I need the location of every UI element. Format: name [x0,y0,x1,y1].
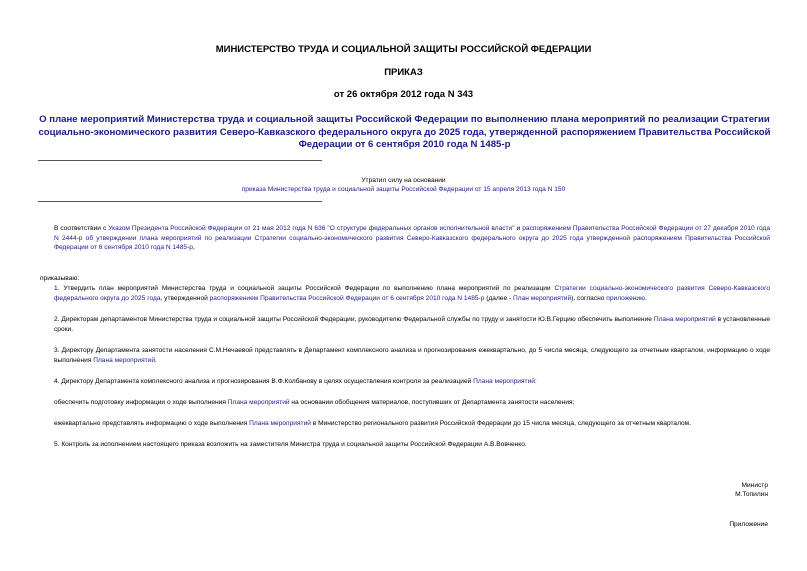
signature-position: Министр [741,482,768,489]
item-text: 4. Директору Департамента комплексного анализа и прогнозирования В.Ф.Колбанову в целях осуществления контроля за реализацией [54,378,474,385]
plan-link[interactable]: Плана мероприятий [653,316,716,323]
decree-link[interactable]: Указом Президента Российской Федерации от 21 мая 2012 года N 636 "О структуре федеральных органов исполнительной власти" [108,225,515,232]
separator-top [38,160,322,161]
item-text: обеспечить подготовку информации о ходе выполнения [54,399,228,406]
item-text: 3. Директору Департамента занятости населения С.М.Нечаевой представлять в Департамент комплексного анализа и прогнозирования ежеквартально, до 5 числа месяца, следующего за отчетным кварталом, информацию о ходе выполнения [54,347,770,364]
preamble-text: , [192,244,195,252]
item-text: 2. Директорам департаментов Министерства труда и социальной защиты Российской Федерации, руководителю Федеральной службы по труду и занятости Ю.В.Герцию обеспечить выполнение [54,316,654,323]
government-order-link[interactable]: распоряжением Правительства Российской Федерации от 27 декабря 2010 года N 2444-р об утверждении плана мероприятий по реализации Стратегии социально-экономического развития Северо-Кавказского федерального округа до 2025 года утвержденной распоряжением Правительства Российской Федерации от 6 сентября 2010 года N 1485-р [54,225,771,252]
item-text: в установленные сроки. [54,316,770,333]
item-text: . [645,294,647,302]
government-order-link[interactable]: распоряжением Правительства Российской Федерации от 6 сентября 2010 года N 1485-р [209,294,485,302]
status-note: Утратил силу на основании [361,177,446,184]
status-link[interactable]: приказа Министерства труда и социальной защиты Российской Федерации от 15 апреля 2013 года N 150 [241,186,566,193]
preamble-text: и [514,225,523,232]
item-text: . [155,356,157,364]
item-text: 1. Утвердить план мероприятий Министерства труда и социальной защиты Российской Федерации по выполнению плана мероприятий по реализации [54,285,555,292]
preamble-text: В соответствии с [54,225,109,232]
preamble-paragraph [40,224,770,253]
item-1 [40,284,770,303]
item-text: 5. Контроль за исполнением настоящего приказа возложить на заместителя Министра труда и социальной защиты Российской Федерации А.В.Вовченко. [54,441,527,448]
order-word: приказываю: [40,275,80,282]
signature-name: М.Топилин [735,491,768,498]
document-title: О плане мероприятий Министерства труда и социальной защиты Российской Федерации по выполнению плана мероприятий по реализации Стратегии социально-экономического развития Северо-Кавказского федерального округа до 2025 года, утвержденной распоряжением Правительства Российской Федерации от 6 сентября 2010 года N 1485-р [38,114,771,150]
item-text: : [534,378,537,385]
item-2 [40,315,770,334]
item-text: в Министерство регионального развития Российской Федерации до 15 числа месяца, следующего за отчетным кварталом. [310,420,692,427]
date-number-heading: от 26 октября 2012 года N 343 [333,89,474,100]
item-4a [40,398,770,408]
item-4 [40,377,770,387]
ministry-heading: МИНИСТЕРСТВО ТРУДА И СОЦИАЛЬНОЙ ЗАЩИТЫ РОССИЙСКОЙ ФЕДЕРАЦИИ [215,44,592,55]
item-4b [40,419,770,429]
separator-bottom [38,201,322,202]
plan-link[interactable]: Плана мероприятий [249,420,311,427]
plan-link[interactable]: Плана мероприятий [473,378,535,385]
item-text: на основании обобщения материалов, поступивших от Департамента занятости населения; [289,399,575,406]
appendix-link[interactable]: приложению [606,294,646,302]
item-3 [40,346,770,365]
appendix-label: Приложение [729,521,768,528]
strategy-link[interactable]: Стратегии социально-экономического развития Северо-Кавказского федерального округа до 2025 года [54,285,770,302]
item-text: ), согласно [571,294,607,302]
doc-type-heading: ПРИКАЗ [384,67,423,78]
plan-link[interactable]: План мероприятий [513,294,572,302]
item-text: ежеквартально представлять информацию о ходе выполнения [54,420,250,427]
item-5 [40,440,770,450]
item-text: , утвержденной [160,294,210,302]
plan-link[interactable]: Плана мероприятий [93,356,156,364]
item-text: (далее - [484,294,514,302]
plan-link[interactable]: Плана мероприятий [227,399,290,406]
